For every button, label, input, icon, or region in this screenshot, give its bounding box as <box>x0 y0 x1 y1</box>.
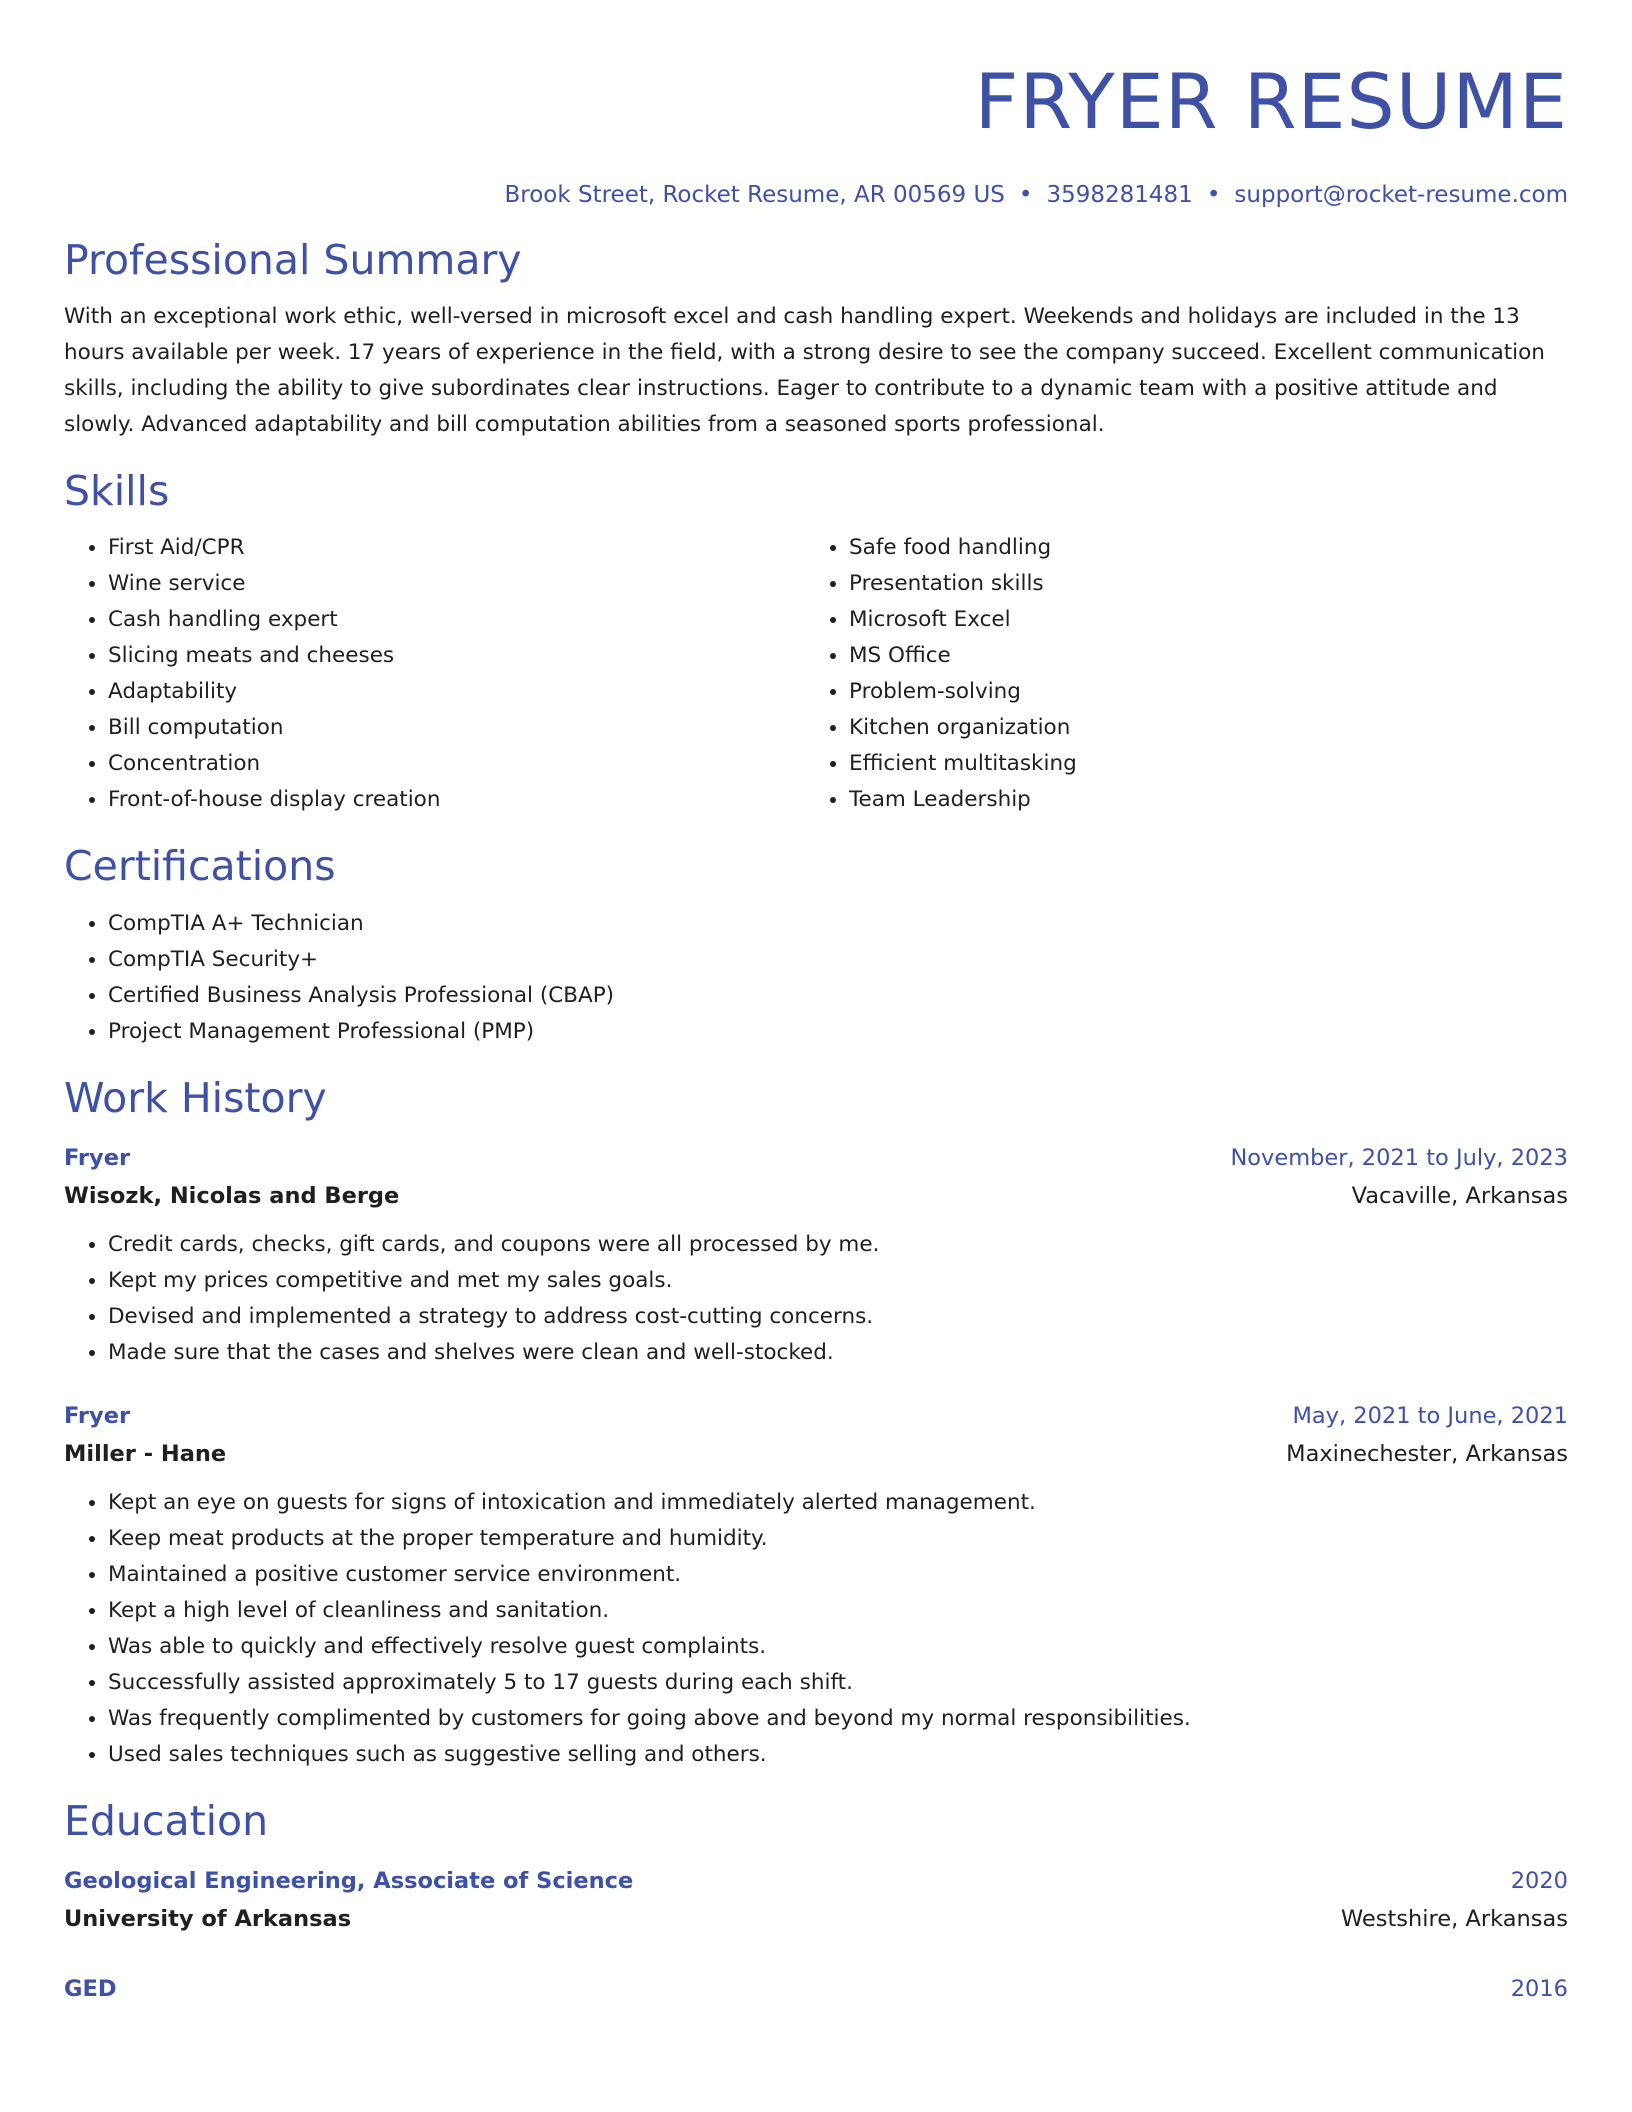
skill-item: • MS Office <box>849 638 1546 674</box>
certification-item: • CompTIA Security+ <box>108 942 1568 978</box>
skill-item: • Microsoft Excel <box>849 602 1546 638</box>
job-bullet: • Was frequently complimented by customers for going above and beyond my normal responsibilities. <box>108 1701 1568 1737</box>
section-title-work-history: Work History <box>64 1073 327 1122</box>
skill-item: • Slicing meats and cheeses <box>108 638 805 674</box>
job-location: Vacaville, Arkansas <box>1351 1182 1568 1209</box>
education-year: 2020 <box>1510 1867 1568 1894</box>
skill-item: • Cash handling expert <box>108 602 805 638</box>
job-bullet: • Was able to quickly and effectively resolve guest complaints. <box>108 1629 1568 1665</box>
resume-name: FRYER RESUME <box>974 57 1568 146</box>
job-bullet: • Devised and implemented a strategy to address cost-cutting concerns. <box>108 1299 1568 1335</box>
education-school: University of Arkansas <box>64 1905 352 1932</box>
skill-item: • First Aid/CPR <box>108 530 805 566</box>
skill-item: • Adaptability <box>108 674 805 710</box>
contact-separator: • <box>1206 182 1221 208</box>
job-bullet: • Successfully assisted approximately 5 to 17 guests during each shift. <box>108 1665 1568 1701</box>
job-bullet: • Used sales techniques such as suggestive selling and others. <box>108 1737 1568 1773</box>
education-degree: GED <box>64 1975 117 2002</box>
skill-item: • Problem-solving <box>849 674 1546 710</box>
skill-item: • Bill computation <box>108 710 805 746</box>
job-bullet: • Kept a high level of cleanliness and sanitation. <box>108 1593 1568 1629</box>
section-title-education: Education <box>64 1796 269 1845</box>
job-dates: November, 2021 to July, 2023 <box>1230 1144 1568 1171</box>
education-location: Westshire, Arkansas <box>1340 1905 1568 1932</box>
certification-item: • CompTIA A+ Technician <box>108 906 1568 942</box>
skills-column-left <box>64 516 805 818</box>
skills-column-right <box>805 516 1546 818</box>
skill-item: • Kitchen organization <box>849 710 1546 746</box>
job-title: Fryer <box>64 1144 131 1171</box>
skill-item: • Team Leadership <box>849 782 1546 818</box>
job-bullet: • Maintained a positive customer service environment. <box>108 1557 1568 1593</box>
job-location: Maxinechester, Arkansas <box>1286 1440 1568 1467</box>
skill-item: • Presentation skills <box>849 566 1546 602</box>
section-title-skills: Skills <box>64 467 170 516</box>
work-history-section <box>64 1074 1568 1773</box>
certifications-section <box>64 842 1568 1049</box>
skill-item: • Safe food handling <box>849 530 1546 566</box>
job-bullet: • Kept an eye on guests for signs of intoxication and immediately alerted management. <box>108 1485 1568 1521</box>
education-entry <box>64 1970 1568 2008</box>
section-title-certifications: Certifications <box>64 842 336 891</box>
job-bullet: • Kept my prices competitive and met my sales goals. <box>108 1263 1568 1299</box>
skills-columns <box>64 516 1568 818</box>
contact-address: Brook Street, Rocket Resume, AR 00569 US <box>504 182 1005 208</box>
job-entry <box>64 1139 1568 1371</box>
summary-text: With an exceptional work ethic, well-versed in microsoft excel and cash handling expert. Weekends and holidays are included in the 13 hours available per week. 17 years of experience in the field, with a strong desire to see the company succeed. Excellent communication skills, including the ability to give subordinates clear instructions. Eager to contribute to a dynamic team with a positive attitude and slowly. Advanced adaptability and bill computation abilities from a seasoned sports professional. <box>64 304 1545 438</box>
skill-item: • Efficient multitasking <box>849 746 1546 782</box>
job-dates: May, 2021 to June, 2021 <box>1292 1402 1568 1429</box>
contact-separator: • <box>1018 182 1033 208</box>
summary-section <box>64 236 1568 443</box>
job-bullet: • Credit cards, checks, gift cards, and coupons were all processed by me. <box>108 1227 1568 1263</box>
section-title-summary: Professional Summary <box>64 236 522 284</box>
skill-item: • Front-of-house display creation <box>108 782 805 818</box>
education-year: 2016 <box>1510 1975 1568 2002</box>
contact-line <box>64 182 1568 208</box>
job-title: Fryer <box>64 1402 131 1429</box>
job-company: Wisozk, Nicolas and Berge <box>64 1182 400 1209</box>
education-section <box>64 1797 1568 2008</box>
skills-section <box>64 467 1568 818</box>
job-entry <box>64 1397 1568 1773</box>
job-bullet: • Keep meat products at the proper temperature and humidity. <box>108 1521 1568 1557</box>
contact-email: support@rocket-resume.com <box>1234 182 1568 208</box>
certification-item: • Certified Business Analysis Professional (CBAP) <box>108 978 1568 1014</box>
education-degree: Geological Engineering, Associate of Science <box>64 1867 634 1894</box>
job-company: Miller - Hane <box>64 1440 227 1467</box>
skill-item: • Wine service <box>108 566 805 602</box>
contact-phone: 3598281481 <box>1046 182 1193 208</box>
skill-item: • Concentration <box>108 746 805 782</box>
certification-item: • Project Management Professional (PMP) <box>108 1014 1568 1050</box>
education-entry <box>64 1862 1568 1938</box>
job-bullet: • Made sure that the cases and shelves were clean and well-stocked. <box>108 1335 1568 1371</box>
